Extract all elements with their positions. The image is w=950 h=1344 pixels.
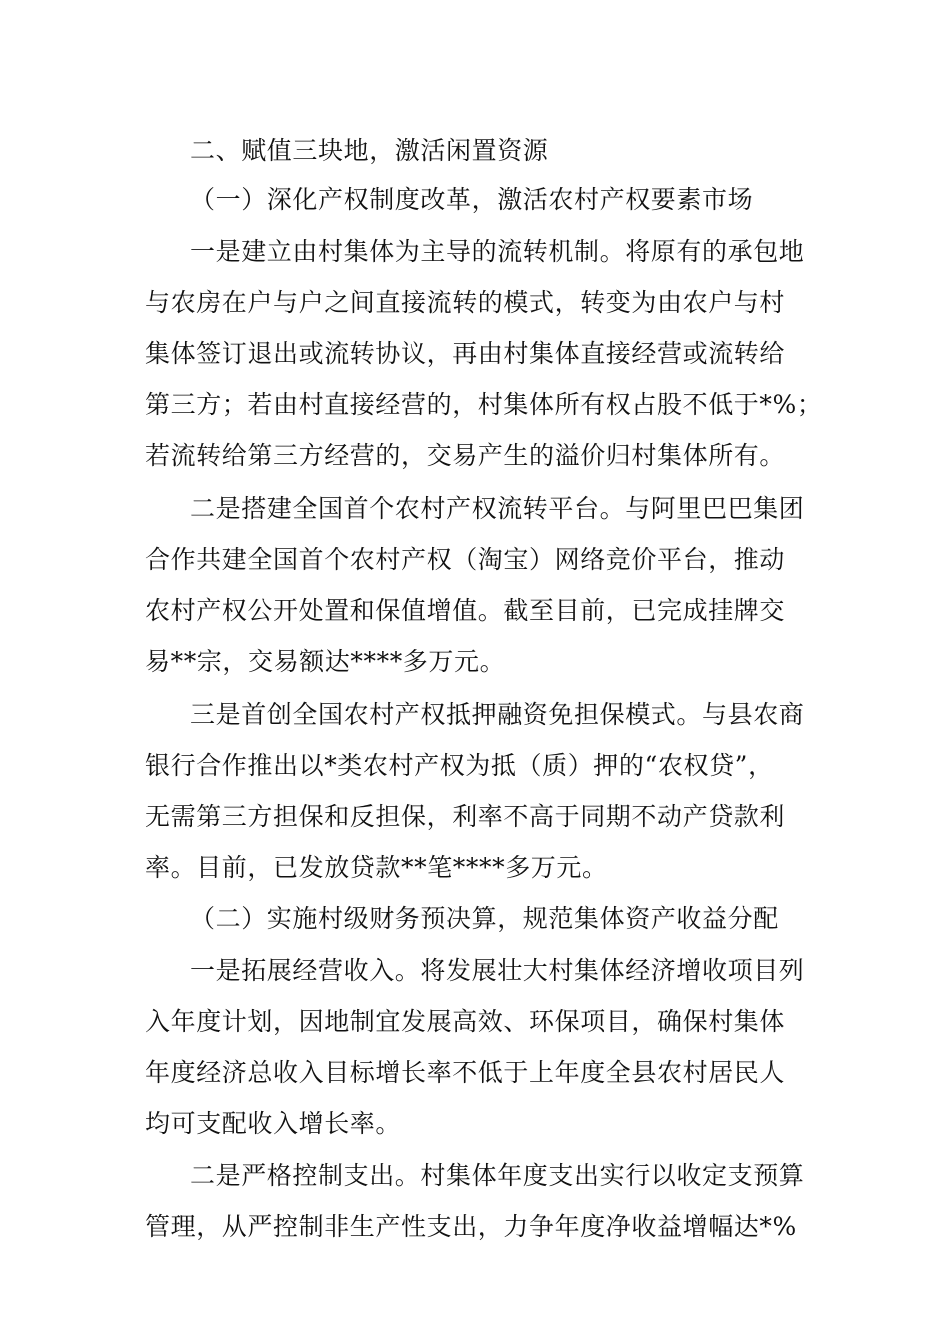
paragraph-line: 集体签订退出或流转协议，再由村集体直接经营或流转给 xyxy=(145,339,786,368)
paragraph-line: 均可支配收入增长率。 xyxy=(145,1109,402,1138)
paragraph-line: 率。目前，已发放贷款**笔****多万元。 xyxy=(145,853,608,882)
paragraph-line: 年度经济总收入目标增长率不低于上年度全县农村居民人 xyxy=(145,1058,786,1087)
paragraph-line: 若流转给第三方经营的，交易产生的溢价归村集体所有。 xyxy=(145,441,786,470)
paragraph-line: 二是严格控制支出。村集体年度支出实行以收定支预算 xyxy=(190,1161,805,1190)
paragraph-line: 三是首创全国农村产权抵押融资免担保模式。与县农商 xyxy=(190,700,805,729)
paragraph-line: 易**宗，交易额达****多万元。 xyxy=(145,647,506,676)
subsection-heading-two: （二）实施村级财务预决算，规范集体资产收益分配 xyxy=(190,904,779,933)
section-heading-two: 二、赋值三块地，激活闲置资源 xyxy=(190,136,549,165)
paragraph-line: 一是建立由村集体为主导的流转机制。将原有的承包地 xyxy=(190,237,805,266)
paragraph-line: 合作共建全国首个农村产权（淘宝）网络竞价平台，推动 xyxy=(145,545,786,574)
paragraph-line: 与农房在户与户之间直接流转的模式，转变为由农户与村 xyxy=(145,288,786,317)
paragraph-line: 银行合作推出以*类农村产权为抵（质）押的“农权贷”， xyxy=(145,751,774,780)
paragraph-line: 二是搭建全国首个农村产权流转平台。与阿里巴巴集团 xyxy=(190,494,805,523)
paragraph-line: 一是拓展经营收入。将发展壮大村集体经济增收项目列 xyxy=(190,956,805,985)
paragraph-line: 入年度计划，因地制宜发展高效、环保项目，确保村集体 xyxy=(145,1007,786,1036)
paragraph-line: 无需第三方担保和反担保，利率不高于同期不动产贷款利 xyxy=(145,802,786,831)
paragraph-line: 第三方；若由村直接经营的，村集体所有权占股不低于*%； xyxy=(145,390,823,419)
paragraph-line: 管理，从严控制非生产性支出，力争年度净收益增幅达*% xyxy=(145,1212,797,1241)
paragraph-line: 农村产权公开处置和保值增值。截至目前，已完成挂牌交 xyxy=(145,596,786,625)
subsection-heading-one: （一）深化产权制度改革，激活农村产权要素市场 xyxy=(190,185,754,214)
